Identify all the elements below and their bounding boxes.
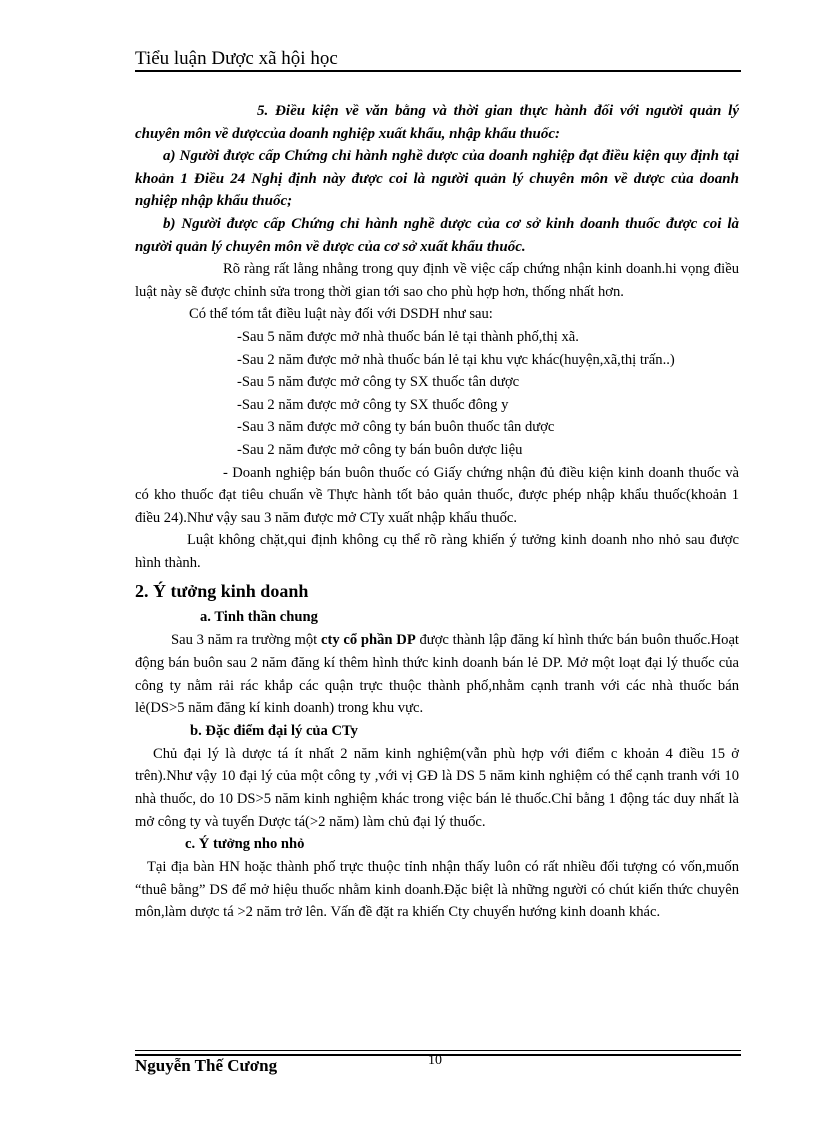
- summary-list-item: -Sau 5 năm được mở công ty SX thuốc tân dược: [237, 374, 520, 391]
- summary-intro: Có thể tóm tắt điều luật này đối với DSDH như sau:: [189, 306, 493, 323]
- subsection-a-text-start: Sau 3 năm ra trường một: [171, 632, 321, 649]
- subsection-a-heading: a. Tinh thần chung: [200, 609, 318, 626]
- running-header: Tiểu luận Dược xã hội học: [135, 48, 338, 69]
- header-rule: [135, 70, 741, 72]
- summary-list-item: -Sau 3 năm được mở công ty bán buôn thuốc tân dược: [237, 419, 555, 436]
- section2-heading: 2. Ý tưởng kinh doanh: [135, 581, 309, 602]
- page-body: [135, 100, 739, 924]
- footer-rule: [135, 1050, 741, 1051]
- footer-author: Nguyễn Thế Cương: [135, 1056, 278, 1075]
- page-number: 10: [428, 1053, 442, 1068]
- commentary-paragraph-2: - Doanh nghiệp bán buôn thuốc có Giấy chứng nhận đủ điều kiện kinh doanh thuốc và có kho thuốc đạt tiêu chuẩn về Thực hành tốt bảo quản thuốc, được phép nhập khẩu thuốc(khoản 1 điều 24).Như vậy sau 3 năm được mở CTy xuất nhập khẩu thuốc.: [135, 464, 739, 526]
- commentary-paragraph-1: Rõ ràng rất lằng nhằng trong quy định về việc cấp chứng nhận kinh doanh.hi vọng điều luật này sẽ được chỉnh sửa trong thời gian tới sao cho phù hợp hơn, thống nhất hơn.: [135, 261, 739, 300]
- subsection-a-text: [135, 629, 739, 719]
- commentary-paragraph-3: Luật không chặt,qui định không cụ thể rõ ràng khiến ý tưởng kinh doanh nho nhỏ sau được hình thành.: [135, 532, 739, 571]
- summary-list-item: -Sau 5 năm được mở nhà thuốc bán lẻ tại thành phố,thị xã.: [237, 328, 579, 345]
- company-name-bold: cty cổ phần DP: [320, 632, 416, 649]
- summary-list-item: -Sau 2 năm được mở nhà thuốc bán lẻ tại khu vực khác(huyện,xã,thị trấn..): [237, 351, 675, 368]
- summary-list-item: -Sau 2 năm được mở công ty SX thuốc đông y: [237, 396, 509, 413]
- subsection-b-heading: b. Đặc điểm đại lý của CTy: [190, 722, 358, 739]
- section5-item-b: b) Người được cấp Chứng chỉ hành nghề dược của cơ sở kinh doanh thuốc được coi là người quản lý chuyên môn về dược của cơ sở xuất khẩu thuốc.: [135, 215, 739, 255]
- subsection-c-text: Tại địa bàn HN hoặc thành phố trực thuộc tỉnh nhận thấy luôn có rất nhiều đối tượng có vốn,muốn “thuê bằng” DS để mở hiệu thuốc nhằm kinh doanh.Đặc biệt là những người có chút kiến thức chuyên môn,làm dược tá >2 năm trở lên. Vấn đề đặt ra khiến Cty chuyển hướng kinh doanh khác.: [135, 859, 739, 921]
- section5-heading: 5. Điều kiện về văn bằng và thời gian thực hành đối với người quản lý chuyên môn về dượccủa doanh nghiệp xuất khẩu, nhập khẩu thuốc:: [135, 103, 739, 142]
- section5-item-a: a) Người được cấp Chứng chỉ hành nghề dược của doanh nghiệp đạt điều kiện quy định tại khoản 1 Điều 24 Nghị định này được coi là người quản lý chuyên môn về dược của doanh nghiệp nhập khẩu thuốc;: [135, 148, 739, 210]
- subsection-a-text-end: được thành lập đăng kí hình thức bán buôn thuốc.Hoạt động bán buôn sau 2 năm đăng kí thêm hình thức kinh doanh bán lẻ DP. Mở một loạt đại lý thuốc của công ty nằm rải rác khắp các quận trực thuộc thành phố,nhằm cạnh tranh với các nhà thuốc bán lẻ(DS>5 năm đăng kí kinh doanh) trong khu vực.: [135, 632, 739, 717]
- subsection-c-heading: c. Ý tưởng nho nhỏ: [185, 836, 305, 853]
- subsection-b-text: Chủ đại lý là dược tá ít nhất 2 năm kinh nghiệm(vẫn phù hợp với điểm c khoản 4 điều 15 ở trên).Như vậy 10 đại lý của một công ty ,với vị GĐ là DS 5 năm kinh nghiệm có thể cạnh tranh với 10 nhà thuốc, do 10 DS>5 năm kinh nghiệm khác trong việc bán lẻ thuốc.Chỉ bằng 1 động tác duy nhất là mở công ty và tuyển Dược tá(>2 năm) làm chủ đại lý thuốc.: [135, 745, 739, 830]
- summary-list-item: -Sau 2 năm được mở công ty bán buôn dược liệu: [237, 441, 523, 458]
